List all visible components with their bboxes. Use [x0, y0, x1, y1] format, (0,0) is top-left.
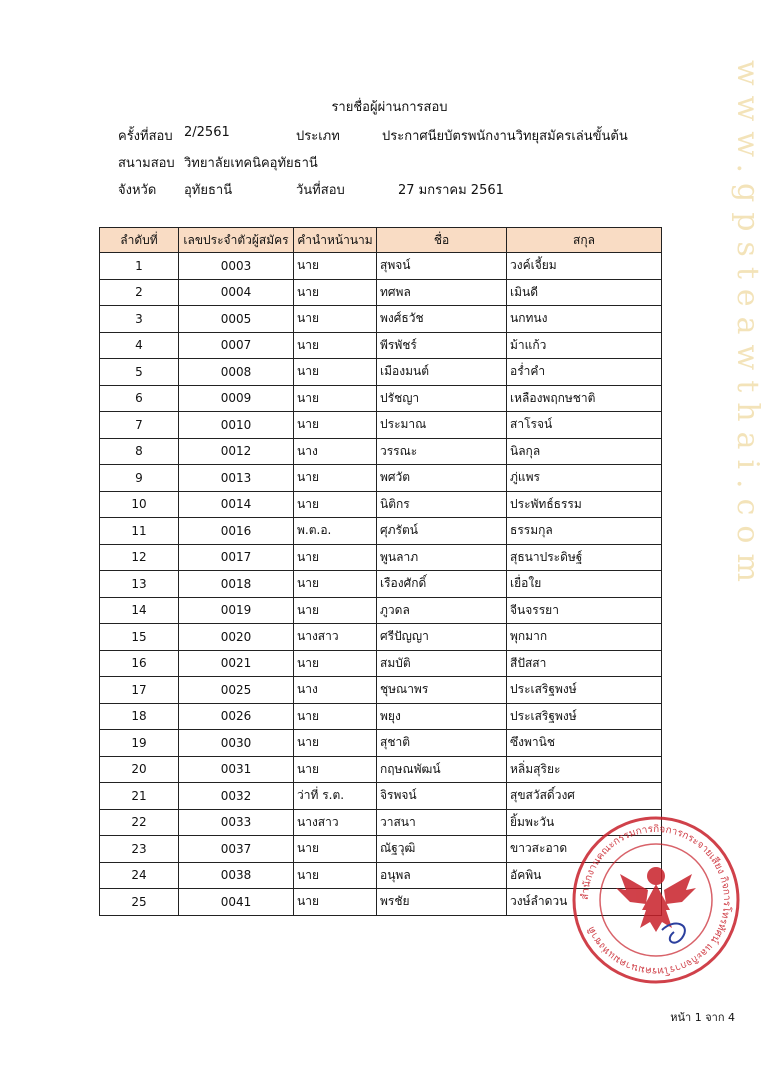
cell-applicant-id: 0012 — [179, 438, 294, 465]
cell-order: 16 — [100, 650, 179, 677]
round-label: ครั้งที่สอบ — [118, 129, 173, 144]
cell-order: 6 — [100, 385, 179, 412]
cell-prefix: นาย — [294, 650, 377, 677]
cell-last-name: สุขสวัสดิ์วงศ — [507, 783, 662, 810]
cell-prefix: นาง — [294, 677, 377, 704]
cell-order: 7 — [100, 412, 179, 439]
cell-last-name: ขาวสะอาด — [507, 836, 662, 863]
cell-first-name: วาสนา — [377, 809, 507, 836]
table-row — [100, 438, 662, 465]
cell-applicant-id: 0037 — [179, 836, 294, 863]
cell-applicant-id: 0021 — [179, 650, 294, 677]
cell-applicant-id: 0038 — [179, 862, 294, 889]
header-prefix: คำนำหน้านาม — [294, 228, 377, 253]
cell-last-name: สาโรจน์ — [507, 412, 662, 439]
table-row — [100, 544, 662, 571]
cell-first-name: ศุภรัตน์ — [377, 518, 507, 545]
cell-first-name: สุพจน์ — [377, 253, 507, 280]
table-row — [100, 571, 662, 598]
cell-prefix: นาย — [294, 306, 377, 333]
cell-last-name: เหลืองพฤกษชาติ — [507, 385, 662, 412]
cell-first-name: นิติกร — [377, 491, 507, 518]
cell-applicant-id: 0019 — [179, 597, 294, 624]
table-row — [100, 465, 662, 492]
cell-prefix: นาย — [294, 889, 377, 916]
cell-first-name: พงศ์ธวัช — [377, 306, 507, 333]
cell-applicant-id: 0010 — [179, 412, 294, 439]
cell-first-name: วรรณะ — [377, 438, 507, 465]
cell-applicant-id: 0033 — [179, 809, 294, 836]
cell-order: 8 — [100, 438, 179, 465]
cell-order: 23 — [100, 836, 179, 863]
cell-last-name: อร่ำคำ — [507, 359, 662, 386]
cell-order: 14 — [100, 597, 179, 624]
cell-prefix: นาย — [294, 385, 377, 412]
cell-applicant-id: 0007 — [179, 332, 294, 359]
cell-order: 20 — [100, 756, 179, 783]
table-row — [100, 518, 662, 545]
cell-prefix: ว่าที่ ร.ต. — [294, 783, 377, 810]
cell-applicant-id: 0016 — [179, 518, 294, 545]
cell-applicant-id: 0005 — [179, 306, 294, 333]
table-row — [100, 703, 662, 730]
cell-prefix: นาย — [294, 332, 377, 359]
table-row — [100, 385, 662, 412]
cell-applicant-id: 0017 — [179, 544, 294, 571]
cell-last-name: เยื่อใย — [507, 571, 662, 598]
round-value: 2/2561 — [184, 125, 230, 140]
cell-prefix: นาย — [294, 491, 377, 518]
table-row — [100, 491, 662, 518]
date-label: วันที่สอบ — [296, 183, 345, 198]
cell-last-name: ยิ้มพะวัน — [507, 809, 662, 836]
cell-prefix: นาย — [294, 597, 377, 624]
cell-applicant-id: 0013 — [179, 465, 294, 492]
cell-first-name: ทศพล — [377, 279, 507, 306]
cell-order: 17 — [100, 677, 179, 704]
table-header-row — [100, 228, 662, 253]
cell-prefix: นาย — [294, 412, 377, 439]
nbtc-seal-stamp — [570, 814, 742, 986]
cell-order: 15 — [100, 624, 179, 651]
cell-first-name: ประมาณ — [377, 412, 507, 439]
cell-prefix: นาย — [294, 544, 377, 571]
cell-order: 11 — [100, 518, 179, 545]
cell-applicant-id: 0004 — [179, 279, 294, 306]
table-row — [100, 730, 662, 757]
cell-first-name: ปรัชญา — [377, 385, 507, 412]
cell-last-name: จีนจรรยา — [507, 597, 662, 624]
cell-applicant-id: 0032 — [179, 783, 294, 810]
cell-applicant-id: 0020 — [179, 624, 294, 651]
date-value: 27 มกราคม 2561 — [398, 183, 504, 198]
cell-prefix: นาย — [294, 836, 377, 863]
venue-label: สนามสอบ — [118, 156, 175, 171]
cell-first-name: พูนลาภ — [377, 544, 507, 571]
cell-first-name: พรชัย — [377, 889, 507, 916]
cell-prefix: นาย — [294, 730, 377, 757]
table-row — [100, 650, 662, 677]
cell-order: 1 — [100, 253, 179, 280]
cell-applicant-id: 0008 — [179, 359, 294, 386]
cell-first-name: ชุษณาพร — [377, 677, 507, 704]
cell-last-name: ม้าแก้ว — [507, 332, 662, 359]
cell-prefix: นาง — [294, 438, 377, 465]
table-row — [100, 624, 662, 651]
cell-order: 19 — [100, 730, 179, 757]
page-title: รายชื่อผู้ผ่านการสอบ — [331, 100, 448, 115]
cell-applicant-id: 0009 — [179, 385, 294, 412]
cell-order: 2 — [100, 279, 179, 306]
cell-order: 3 — [100, 306, 179, 333]
cell-order: 18 — [100, 703, 179, 730]
cell-prefix: พ.ต.อ. — [294, 518, 377, 545]
cell-first-name: ภูวดล — [377, 597, 507, 624]
table-row — [100, 253, 662, 280]
cell-prefix: นาย — [294, 756, 377, 783]
cell-first-name: สุชาติ — [377, 730, 507, 757]
cell-first-name: เรืองศักดิ์ — [377, 571, 507, 598]
cell-prefix: นาย — [294, 359, 377, 386]
website-watermark: www.gpsteawthai.com — [730, 60, 765, 592]
venue-value: วิทยาลัยเทคนิคอุทัยธานี — [184, 156, 318, 171]
table-row — [100, 306, 662, 333]
cell-last-name: ซึงพานิช — [507, 730, 662, 757]
cell-last-name: อัคพิน — [507, 862, 662, 889]
cell-last-name: วงษ์ลำดวน — [507, 889, 662, 916]
cell-prefix: นางสาว — [294, 809, 377, 836]
cell-prefix: นาย — [294, 279, 377, 306]
header-order: ลำดับที่ — [100, 228, 179, 253]
cell-last-name: พุกมาก — [507, 624, 662, 651]
table-row — [100, 359, 662, 386]
cell-first-name: กฤษณพัฒน์ — [377, 756, 507, 783]
cell-prefix: นาย — [294, 253, 377, 280]
cell-applicant-id: 0026 — [179, 703, 294, 730]
cell-last-name: เมินดี — [507, 279, 662, 306]
cell-order: 22 — [100, 809, 179, 836]
signature-mark-icon — [662, 924, 685, 943]
cell-order: 21 — [100, 783, 179, 810]
type-label: ประเภท — [296, 129, 340, 144]
cell-applicant-id: 0030 — [179, 730, 294, 757]
cell-order: 25 — [100, 889, 179, 916]
cell-last-name: ธรรมกุล — [507, 518, 662, 545]
cell-order: 24 — [100, 862, 179, 889]
cell-order: 5 — [100, 359, 179, 386]
cell-last-name: หลิ่มสุริยะ — [507, 756, 662, 783]
table-row — [100, 332, 662, 359]
cell-first-name: พยุง — [377, 703, 507, 730]
cell-first-name: พศวัต — [377, 465, 507, 492]
cell-first-name: เมืองมนต์ — [377, 359, 507, 386]
garuda-emblem-icon — [616, 867, 696, 932]
cell-prefix: นาย — [294, 465, 377, 492]
cell-prefix: นาย — [294, 571, 377, 598]
cell-order: 13 — [100, 571, 179, 598]
cell-last-name: สุธนาประดิษฐ์ — [507, 544, 662, 571]
header-applicant-id: เลขประจำตัวผู้สมัคร — [179, 228, 294, 253]
cell-applicant-id: 0018 — [179, 571, 294, 598]
passed-candidates-table — [99, 227, 662, 916]
cell-prefix: นาย — [294, 862, 377, 889]
cell-last-name: สีปัสสา — [507, 650, 662, 677]
cell-last-name: วงค์เจี้ยม — [507, 253, 662, 280]
cell-order: 12 — [100, 544, 179, 571]
seal-text: สำนักงานคณะกรรมการกิจการกระจายเสียง กิจการโทรทัศน์ และกิจการโทรคมนาคมแห่งชาติ — [579, 823, 733, 977]
cell-last-name: ประเสริฐพงษ์ — [507, 677, 662, 704]
cell-first-name: พีรพัชร์ — [377, 332, 507, 359]
cell-last-name: นิลกุล — [507, 438, 662, 465]
table-row — [100, 677, 662, 704]
table-row — [100, 783, 662, 810]
province-value: อุทัยธานี — [184, 183, 233, 198]
cell-prefix: นางสาว — [294, 624, 377, 651]
table-row — [100, 756, 662, 783]
table-row — [100, 279, 662, 306]
page-number: หน้า 1 จาก 4 — [670, 1011, 735, 1024]
cell-applicant-id: 0025 — [179, 677, 294, 704]
cell-applicant-id: 0031 — [179, 756, 294, 783]
cell-last-name: ประพัทธ์ธรรม — [507, 491, 662, 518]
header-last-name: สกุล — [507, 228, 662, 253]
cell-order: 9 — [100, 465, 179, 492]
table-row — [100, 597, 662, 624]
cell-first-name: ณัฐวุฒิ — [377, 836, 507, 863]
cell-applicant-id: 0014 — [179, 491, 294, 518]
cell-first-name: อนุพล — [377, 862, 507, 889]
cell-last-name: ภู่แพร — [507, 465, 662, 492]
cell-first-name: สมบัติ — [377, 650, 507, 677]
header-first-name: ชื่อ — [377, 228, 507, 253]
cell-order: 4 — [100, 332, 179, 359]
cell-last-name: ประเสริฐพงษ์ — [507, 703, 662, 730]
table-row — [100, 412, 662, 439]
cell-order: 10 — [100, 491, 179, 518]
cell-applicant-id: 0041 — [179, 889, 294, 916]
type-value: ประกาศนียบัตรพนักงานวิทยุสมัครเล่นขั้นต้น — [382, 129, 628, 144]
cell-applicant-id: 0003 — [179, 253, 294, 280]
cell-last-name: นกทนง — [507, 306, 662, 333]
province-label: จังหวัด — [118, 183, 157, 198]
cell-first-name: ศรีปัญญา — [377, 624, 507, 651]
cell-prefix: นาย — [294, 703, 377, 730]
cell-first-name: จิรพจน์ — [377, 783, 507, 810]
